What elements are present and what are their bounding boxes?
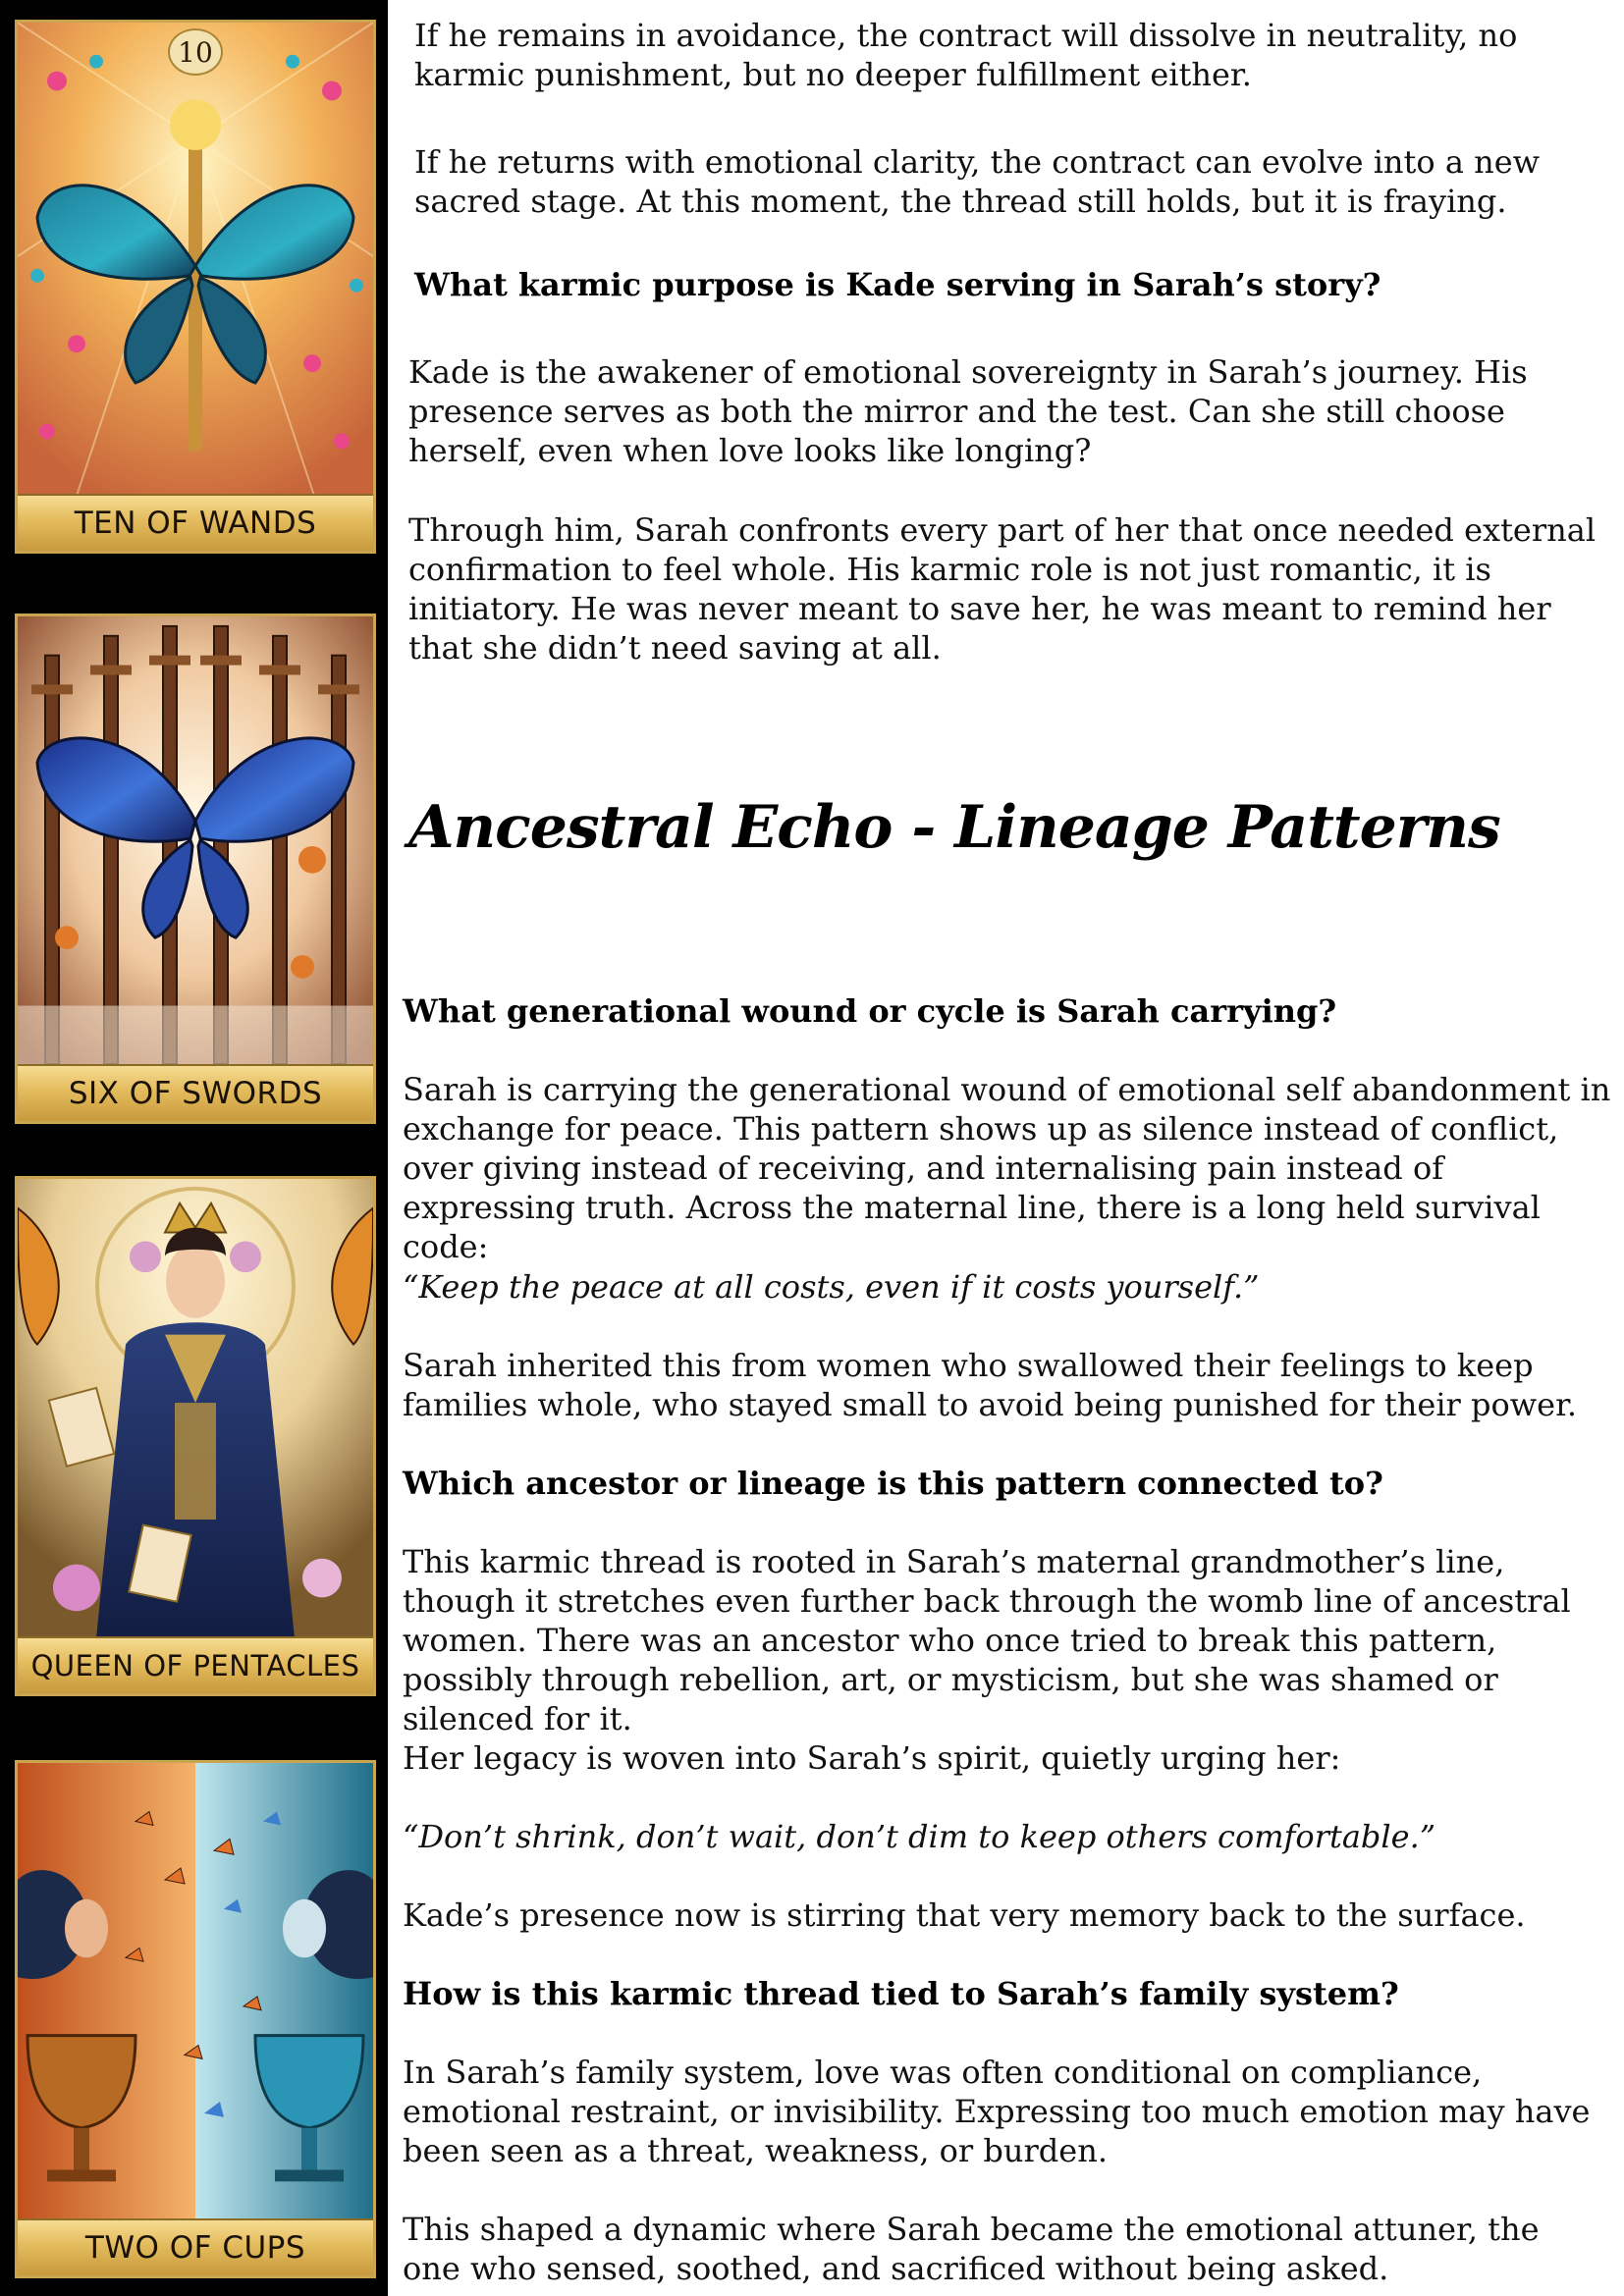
butterfly-wand-card-art <box>18 23 373 496</box>
paragraph: Kade is the awakener of emotional sovereignty in Sarah’s journey. His presence serves as both the mirror and the test. Can she still choose herself, even when love looks like longing? <box>408 353 1528 469</box>
card-label: TEN OF WANDS <box>18 494 373 551</box>
question-heading: Which ancestor or lineage is this pattern connected to? <box>403 1465 1383 1502</box>
quote: “Keep the peace at all costs, even if it costs yourself.” <box>403 1268 1260 1306</box>
paragraph: If he remains in avoidance, the contract will dissolve in neutrality, no karmic punishment, but no deeper fulfillment either. <box>414 17 1518 93</box>
paragraph: Through him, Sarah confronts every part of her that once needed external confirmation to feel whole. His karmic role is not just romantic, it is initiatory. He was never meant to save her, he was meant to remind her that she didn’t need saving at all. <box>408 511 1597 667</box>
butterfly-swords-card-art <box>18 616 373 1066</box>
tarot-card-ten-of-wands <box>15 20 376 554</box>
card-label: SIX OF SWORDS <box>18 1064 373 1121</box>
paragraph: If he returns with emotional clarity, the contract can evolve into a new sacred stage. At this moment, the thread still holds, but it is fraying. <box>414 143 1541 220</box>
quote: “Don’t shrink, don’t wait, don’t dim to keep others comfortable.” <box>403 1818 1436 1855</box>
section-title: Ancestral Echo - Lineage Patterns <box>408 793 1500 862</box>
question-heading: What karmic purpose is Kade serving in Sarah’s story? <box>414 266 1381 303</box>
two-cups-card-art <box>18 1763 373 2220</box>
question-heading: What generational wound or cycle is Sarah carrying? <box>403 992 1337 1030</box>
paragraph: Sarah is carrying the generational wound of emotional self abandonment in exchange for peace. This pattern shows up as silence instead of conflict, over giving instead of receiving, and internalising pain instead of expressing truth. Across the maternal line, there is a long held survival code: <box>403 1071 1611 1265</box>
paragraph: This shaped a dynamic where Sarah became the emotional attuner, the one who sensed, soothed, and sacrificed without being asked. <box>403 2211 1540 2287</box>
tarot-card-two-of-cups <box>15 1760 376 2278</box>
tarot-card-queen-of-pentacles <box>15 1176 376 1696</box>
queen-figure-card-art <box>18 1179 373 1638</box>
paragraph: In Sarah’s family system, love was often conditional on compliance, emotional restraint, or invisibility. Expressing too much emotion may have been seen as a threat, weakness, or burden. <box>403 2054 1591 2169</box>
card-column <box>0 0 388 2296</box>
question-heading: How is this karmic thread tied to Sarah’s family system? <box>403 1975 1399 2012</box>
tarot-card-six-of-swords <box>15 614 376 1124</box>
paragraph: Her legacy is woven into Sarah’s spirit, quietly urging her: <box>403 1739 1341 1777</box>
paragraph: Sarah inherited this from women who swallowed their feelings to keep families whole, who stayed small to avoid being punished for their power. <box>403 1347 1578 1423</box>
card-label: QUEEN OF PENTACLES <box>18 1636 373 1693</box>
paragraph: This karmic thread is rooted in Sarah’s maternal grandmother’s line, though it stretches even further back through the womb line of ancestral women. There was an ancestor who once tried to break this pattern, possibly through rebellion, art, or mysticism, but she was shamed or silenced for it. <box>403 1543 1571 1737</box>
paragraph: Kade’s presence now is stirring that very memory back to the surface. <box>403 1896 1526 1934</box>
card-number-badge: 10 <box>168 28 223 76</box>
card-label: TWO OF CUPS <box>18 2218 373 2275</box>
